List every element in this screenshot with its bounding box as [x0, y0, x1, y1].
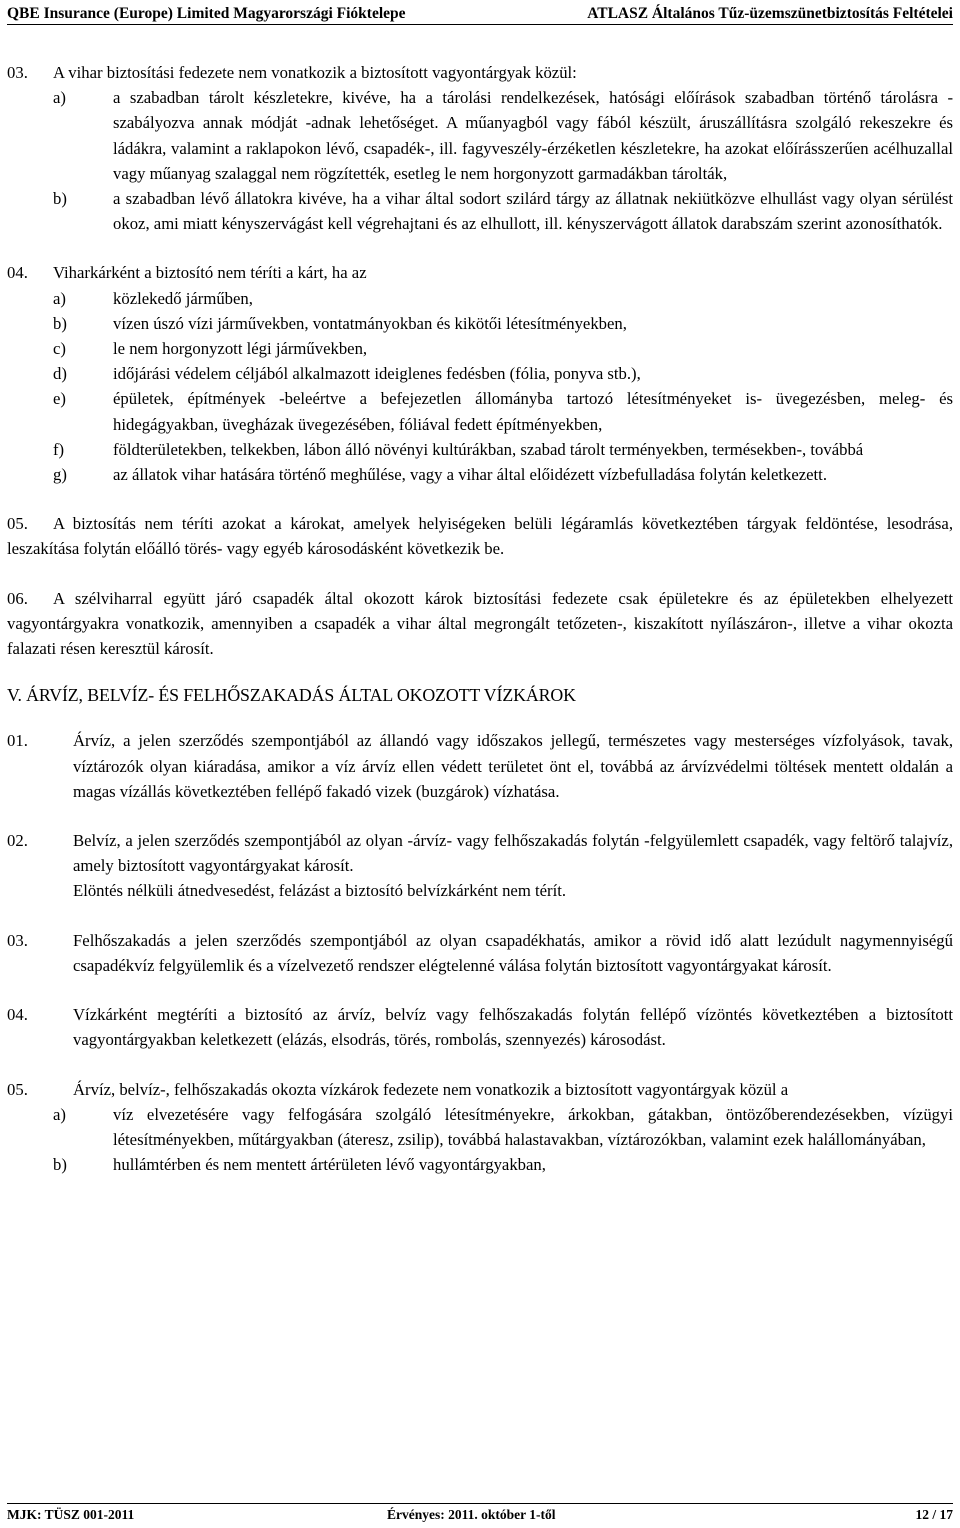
clause-item: [7, 286, 953, 311]
clause-text: A biztosítás nem téríti azokat a károkat, amelyek helyiségeken belüli légáramlás következtében tárgyak feldöntése, lesodrása, leszakítása folytán előálló törés- vagy egyéb károsodásként következik be.: [7, 514, 953, 559]
item-text: víz elvezetésére vagy felfogására szolgáló létesítményekre, árkokban, gátakban, öntözőberendezésekben, vízügyi létesítményekben, műtárgyakban (áteresz, zsilip), továbbá halastavakban, víztározókban, valamint ezek halállományában,: [113, 1104, 953, 1149]
item-text: földterületekben, telkekben, lábon álló növényi kultúrákban, szabad tárolt terményekben, termésekben-, továbbá: [113, 439, 864, 459]
item-text: vízen úszó vízi járművekben, vontatmányokban és kikötői létesítményekben,: [113, 313, 627, 333]
clause-number: 03.: [7, 63, 28, 82]
item-label: a): [53, 88, 66, 108]
item-text: közlekedő járműben,: [113, 288, 253, 308]
clause-text: A szélviharral együtt járó csapadék által okozott károk biztosítási fedezete csak épületekre és az épületekben elhelyezett vagyontárgyakra vonatkozik, amennyiben a csapadék a vihar által megrongált tetőzeten-, kiszakított nyílászáron-, illetve a vihar okozta falazati résen keresztül károsít.: [7, 588, 953, 659]
clause-intro: A vihar biztosítási fedezete nem vonatkozik a biztosított vagyontárgyak közül:: [53, 63, 577, 82]
clause-item: [7, 1152, 953, 1177]
item-text: a szabadban lévő állatokra kivéve, ha a vihar által sodort szilárd tárgy az állatnak nekiütközve elhullást vagy olyan sérülést okoz, ami miatt kényszervágást kell végrehajtani és az elhullott, ill. kényszervágott állatok darabszám szerint azonosíthatók.: [113, 189, 953, 234]
page-content: [7, 60, 953, 1177]
clause-number: 05.: [7, 514, 28, 534]
clause-intro: Viharkárként a biztosító nem téríti a kárt, ha az: [53, 263, 367, 283]
item-label: e): [53, 389, 66, 409]
clause-item: [7, 437, 953, 462]
clause-item-b: [7, 186, 953, 236]
item-text: időjárási védelem céljából alkalmazott ideiglenes fedésben (fólia, ponyva stb.),: [113, 364, 641, 384]
clause-item: [7, 336, 953, 361]
clause-number: 02.: [7, 831, 28, 851]
clause-number: 05.: [7, 1079, 28, 1099]
item-text: a szabadban tárolt készletekre, kivéve, ha a tárolási rendelkezések, hatósági előírások szabadban történő tárolásra -szabályozva annak módját -adnak lehetőséget. A műanyagból vagy fából készült, áruszállításra szolgáló rekeszekre és ládákra, valamint a raklapokon lévő, csapadék-, ill. fagyveszély-érzéketlen készletekre, ha azokat előírásszerűen acélhuzallal vagy műanyag szalaggal nem rögzítették, esetleg le nem horgonyzott garmadákban tárolták,: [113, 88, 953, 183]
item-label: b): [53, 1155, 67, 1175]
clause-item: [7, 462, 953, 487]
clause-text: Felhőszakadás a jelen szerződés szempontjából az olyan csapadékhatás, amikor a rövid idő alatt lezúdult nagymennyiségű csapadékvíz felgyülemlik és a vízelvezető rendszer elégtelenné válása folytán biztosított vagyontárgyakat károsít.: [73, 930, 953, 975]
footer-page-number: 12 / 17: [915, 1507, 953, 1522]
clause-number: 06.: [7, 588, 28, 608]
section-v-clause-01: [7, 728, 953, 804]
section-v-clause-02: [7, 828, 953, 904]
clause-text: Vízkárként megtéríti a biztosító az árvíz, belvíz vagy felhőszakadás folytán fellépő vízöntés következtében a biztosított vagyontárgyakban keletkezett (elázás, elsodrás, törés, rombolás, szennyezés) károsodást.: [73, 1005, 953, 1050]
section-v-clause-03: [7, 928, 953, 978]
clause-text: Belvíz, a jelen szerződés szempontjából az olyan -árvíz- vagy felhőszakadás folytán -felgyülemlett csapadék, vagy feltörő talajvíz, amely biztosított vagyontárgyakat károsít.: [73, 831, 953, 876]
item-label: a): [53, 1104, 66, 1124]
clause-item: [7, 1102, 953, 1152]
clause-number: 04.: [7, 1005, 28, 1025]
clause-item-a: [7, 85, 953, 186]
clause-intro: Árvíz, belvíz-, felhőszakadás okozta vízkárok fedezete nem vonatkozik a biztosított vagyontárgyak közül a: [73, 1079, 789, 1099]
clause-04: [7, 260, 953, 285]
page-header: [7, 2, 953, 25]
item-label: a): [53, 288, 66, 308]
clause-text-extra: Elöntés nélküli átnedvesedést, felázást a biztosító belvízkárként nem térít.: [73, 881, 567, 901]
item-label: d): [53, 364, 67, 384]
item-label: f): [53, 439, 65, 459]
section-v-clause-05: [7, 1077, 953, 1102]
page-footer: [7, 1503, 953, 1524]
clause-number: 03.: [7, 930, 28, 950]
item-text: épületek, építmények -beleértve a befejezetlen állományba tartozó létesítményeket is- üvegezésben, meleg- és hidegágyakban, üvegházak üvegezésében, fóliával fedett építményekben,: [113, 389, 953, 434]
clause-number: 01.: [7, 731, 28, 751]
item-label: b): [53, 189, 67, 209]
clause-text: Árvíz, a jelen szerződés szempontjából az állandó vagy időszakos jellegű, természetes vagy mesterséges vízfolyások, tavak, víztározók olyan kiáradása, amikor a víz árvíz ellen védett területet önt el, továbbá az árvízvédelmi töltések mentett oldalán a magas vízállás következtében fellépő fakadó vizek (buzgárok) vízhatása.: [73, 731, 953, 801]
item-text: le nem horgonyzott légi járművekben,: [113, 339, 368, 359]
footer-validity: Érvényes: 2011. október 1-től: [387, 1507, 556, 1522]
item-text: az állatok vihar hatására történő meghűlése, vagy a vihar által előidézett vízbefulladása folytán keletkezett.: [113, 465, 827, 485]
clause-number: 04.: [7, 263, 28, 283]
header-company: QBE Insurance (Europe) Limited Magyarországi Fióktelepe: [7, 5, 406, 22]
section-heading: V. ÁRVÍZ, BELVÍZ- ÉS FELHŐSZAKADÁS ÁLTAL OKOZOTT VÍZKÁROK: [7, 685, 576, 706]
item-text: hullámtérben és nem mentett ártérületen lévő vagyontárgyakban,: [113, 1155, 546, 1175]
item-label: g): [53, 465, 67, 485]
clause-item: [7, 386, 953, 436]
clause-item: [7, 361, 953, 386]
footer-document-code: MJK: TÜSZ 001-2011: [7, 1507, 135, 1522]
item-label: c): [53, 339, 66, 359]
clause-05: [7, 511, 953, 561]
section-v-clause-04: [7, 1002, 953, 1052]
clause-03: [7, 60, 953, 85]
header-document-title: ATLASZ Általános Tűz-üzemszünetbiztosítás Feltételei: [587, 5, 953, 22]
clause-item: [7, 311, 953, 336]
clause-06: [7, 586, 953, 662]
item-label: b): [53, 313, 67, 333]
